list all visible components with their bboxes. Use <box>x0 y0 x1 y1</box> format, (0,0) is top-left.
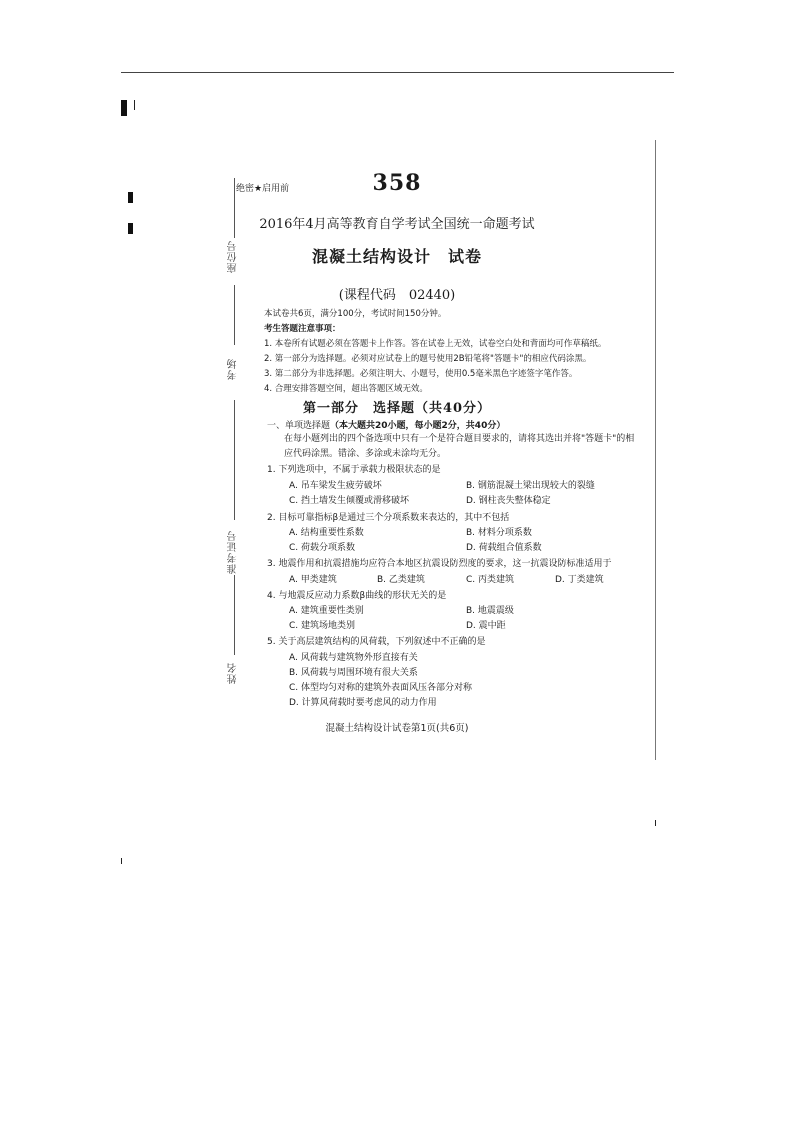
question-option: C. 丙类建筑 <box>466 575 515 585</box>
notes-intro: 本试卷共6页，满分100分，考试时间150分钟。 <box>264 309 447 319</box>
confidential-mark: 绝密★启用前 <box>236 184 290 194</box>
question-option: D. 计算风荷载时要考虑风的动力作用 <box>289 698 437 708</box>
single-choice-info: （本大题共20小题，每小题2分，共40分） <box>330 421 506 431</box>
exam-venue-label: 考场 <box>228 358 239 380</box>
question-option: A. 结构重要性系数 <box>289 528 364 538</box>
scan-mark <box>121 100 127 116</box>
question-option: B. 材料分项系数 <box>466 528 532 538</box>
seat-number-label: 座位号 <box>228 240 239 273</box>
notes-item: 3. 第二部分为非选择题。必须注明大、小题号，使用0.5毫米黑色字迹签字笔作答。 <box>264 369 578 379</box>
question-option: C. 挡土墙发生倾覆或滑移破坏 <box>289 496 410 506</box>
exam-notes <box>264 307 644 397</box>
single-choice-label: 一、单项选择题 <box>267 421 331 431</box>
page-footer: 混凝土结构设计试卷第1页(共6页) <box>325 723 469 734</box>
question-option: D. 震中距 <box>466 621 506 631</box>
question-option: D. 荷载组合值系数 <box>466 543 542 553</box>
question-option: D. 丁类建筑 <box>555 575 604 585</box>
notes-heading: 考生答题注意事项： <box>264 324 341 334</box>
question-option: B. 地震震级 <box>466 606 514 616</box>
question-option: B. 乙类建筑 <box>377 575 425 585</box>
course-code: (课程代码 02440) <box>338 288 456 303</box>
admission-number-label: 准考证号 <box>228 530 239 574</box>
question-stem: 5. 关于高层建筑结构的风荷载，下列叙述中不正确的是 <box>267 637 486 647</box>
question-option: C. 体型均匀对称的建筑外表面风压各部分对称 <box>289 683 473 693</box>
notes-item: 4. 合理安排答题空间，超出答题区域无效。 <box>264 384 428 394</box>
question-stem: 1. 下列选项中，不属于承载力极限状态的是 <box>267 465 441 475</box>
scan-mark <box>134 100 135 110</box>
notes-item: 2. 第一部分为选择题。必须对应试卷上的题号使用2B铅笔将"答题卡"的相应代码涂黑。 <box>264 354 592 364</box>
page-right-border <box>655 140 656 760</box>
section-title: 第一部分 选择题（共40分） <box>302 401 492 416</box>
question-option: B. 钢筋混凝土梁出现较大的裂缝 <box>466 481 595 491</box>
single-choice-heading <box>267 418 505 431</box>
question-option: D. 钢柱丧失整体稳定 <box>466 496 551 506</box>
exam-title: 2016年4月高等教育自学考试全国统一命题考试 <box>259 217 535 232</box>
question-option: A. 建筑重要性类别 <box>289 606 364 616</box>
top-rule <box>121 72 674 73</box>
binding-line <box>234 575 235 655</box>
question-option: C. 荷载分项系数 <box>289 543 356 553</box>
question-stem: 3. 地震作用和抗震措施均应符合本地区抗震设防烈度的要求，这一抗震设防标准适用于 <box>267 559 612 569</box>
name-label: 姓名 <box>228 662 239 684</box>
question-stem: 2. 目标可靠指标β是通过三个分项系数来表达的，其中不包括 <box>267 513 510 523</box>
question-stem: 4. 与地震反应动力系数β曲线的形状无关的是 <box>267 591 447 601</box>
scan-speck <box>655 820 656 826</box>
section-instruction: 在每小题列出的四个备选项中只有一个是符合题目要求的，请将其选出并将"答题卡"的相应代码涂黑。错涂、多涂或未涂均无分。 <box>284 434 635 459</box>
question-option: A. 风荷载与建筑物外形直接有关 <box>289 653 418 663</box>
question-option: B. 风荷载与周围环境有很大关系 <box>289 668 418 678</box>
subject-title: 混凝土结构设计 试卷 <box>311 247 482 266</box>
paper-code: 358 <box>372 170 422 196</box>
scan-speck <box>121 858 122 864</box>
question-option: A. 吊车梁发生疲劳破坏 <box>289 481 382 491</box>
question-option: A. 甲类建筑 <box>289 575 337 585</box>
notes-item: 1. 本卷所有试题必须在答题卡上作答。答在试卷上无效，试卷空白处和背面均可作草稿纸。 <box>264 339 607 349</box>
binding-line <box>234 400 235 520</box>
question-option: C. 建筑场地类别 <box>289 621 356 631</box>
